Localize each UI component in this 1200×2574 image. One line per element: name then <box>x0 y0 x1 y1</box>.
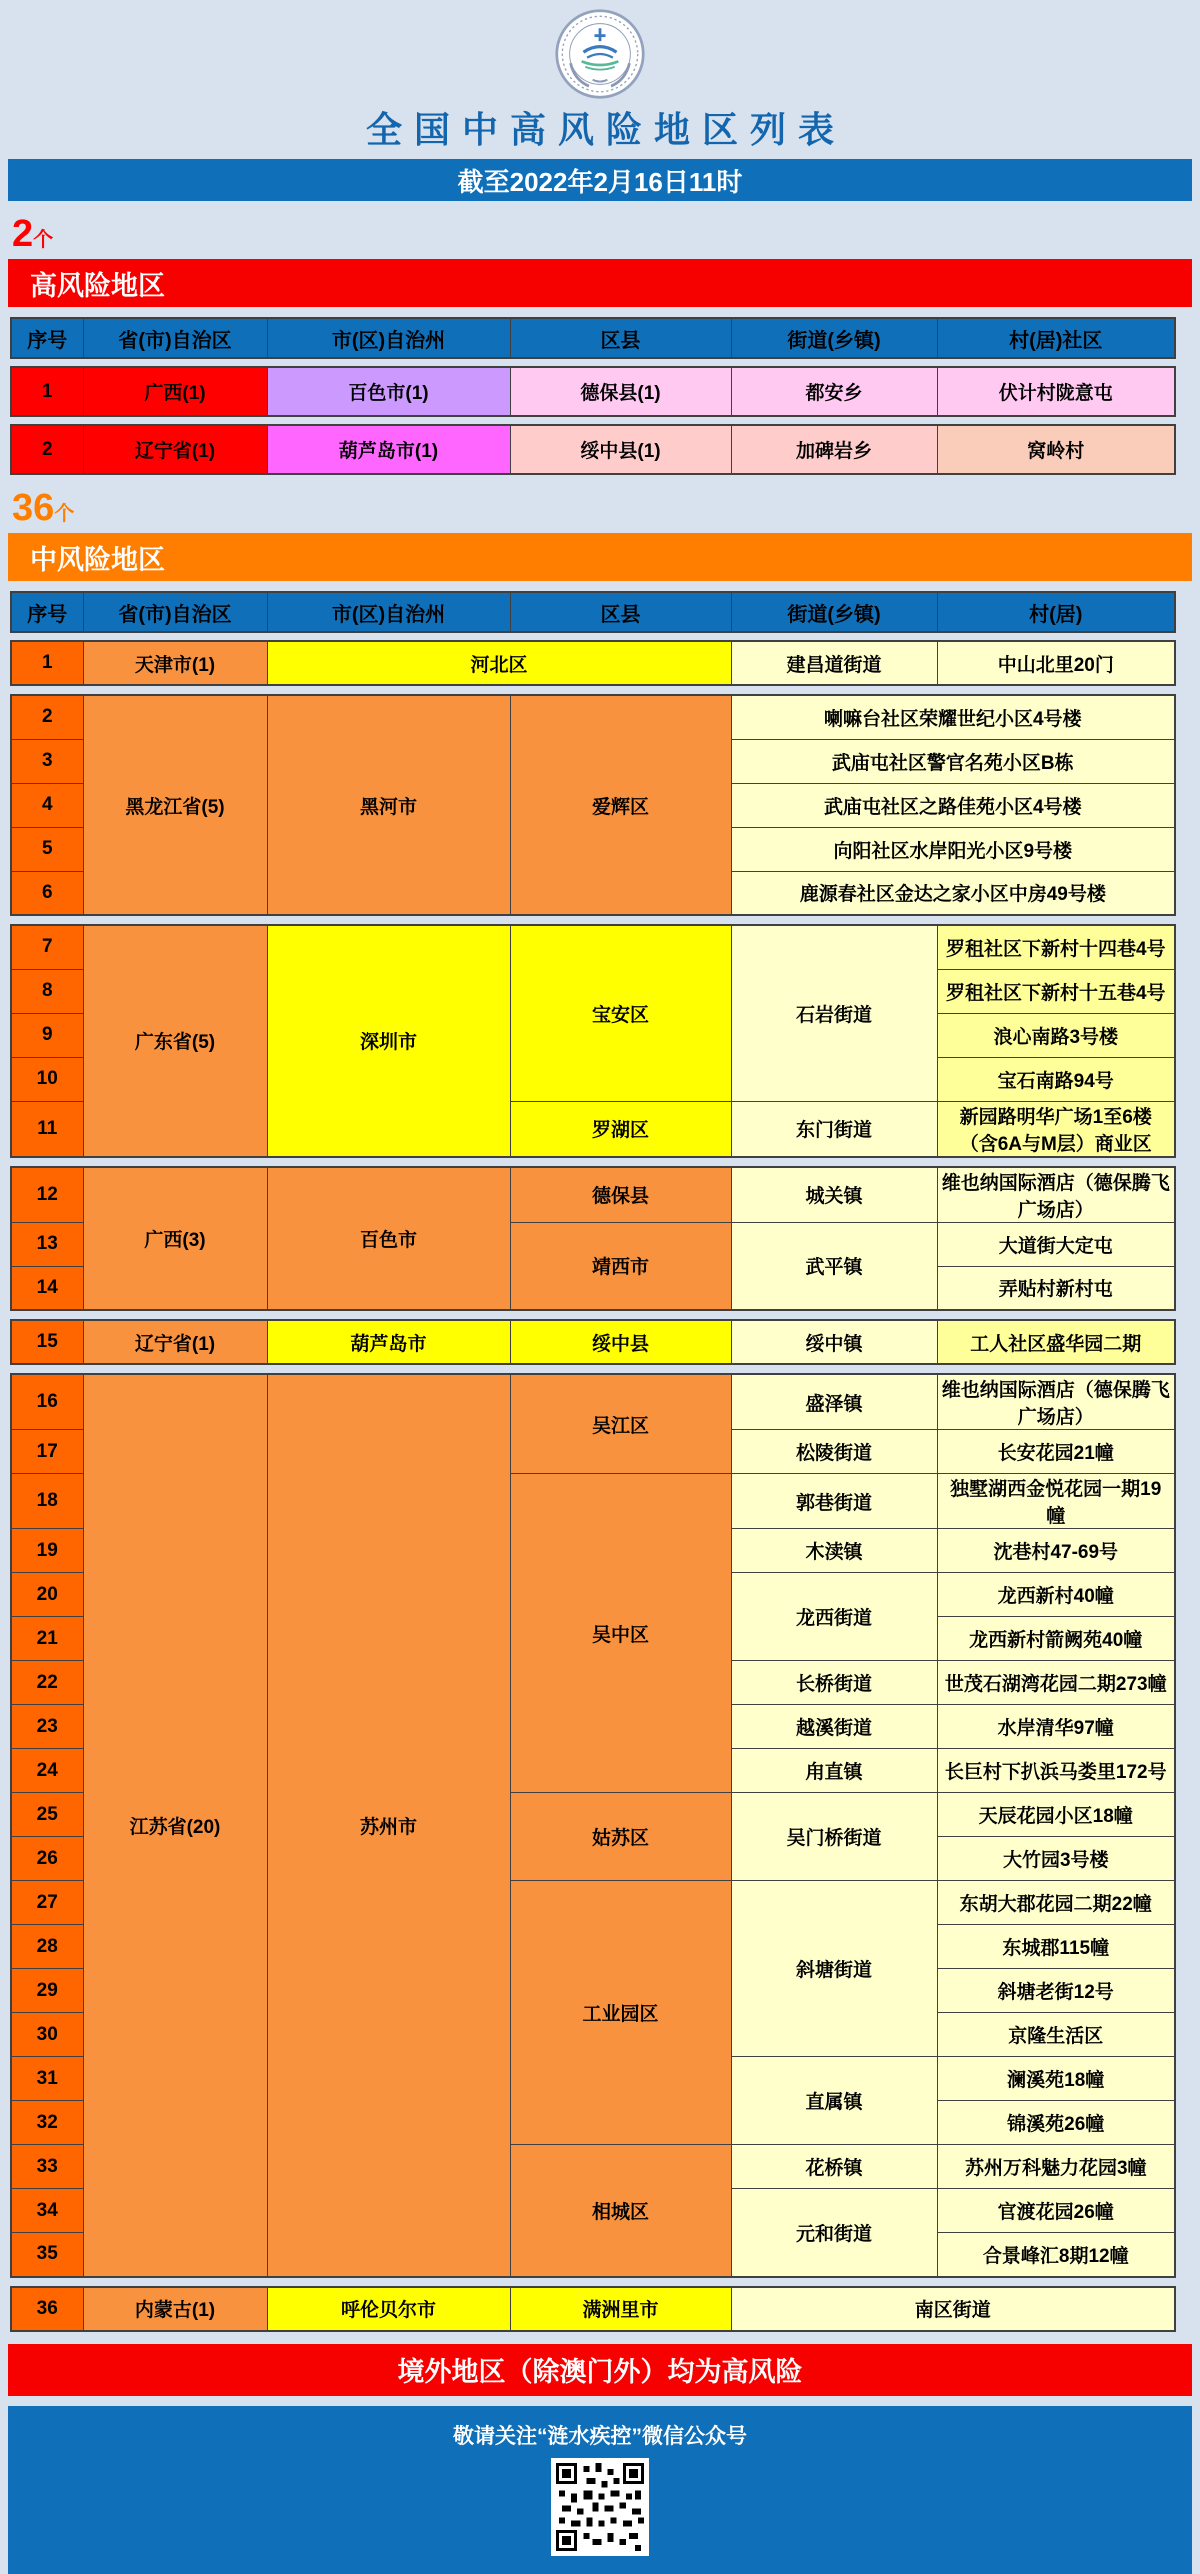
medium-risk-banner: 中风险地区 <box>8 533 1192 581</box>
table-cell: 维也纳国际酒店（德保腾飞广场店） <box>937 1167 1175 1223</box>
table-block <box>10 924 1176 1158</box>
table-cell: 大道街大定屯 <box>937 1222 1175 1266</box>
table-cell: 松陵街道 <box>731 1430 937 1474</box>
table-cell: 吴门桥街道 <box>731 1793 937 1881</box>
as-of-date-bar <box>8 159 1192 201</box>
row-seq: 15 <box>11 1320 83 1364</box>
table-cell: 吴中区 <box>510 1474 731 1793</box>
qr-code <box>551 2458 649 2556</box>
table-cell: 长巨村下扒浜马娄里172号 <box>937 1749 1175 1793</box>
table-cell: 姑苏区 <box>510 1793 731 1881</box>
table-cell: 葫芦岛市 <box>267 1320 510 1364</box>
medium-risk-table <box>10 591 1200 2332</box>
row-seq: 7 <box>11 925 83 969</box>
row-seq: 17 <box>11 1430 83 1474</box>
table-cell: 东城郡115幢 <box>937 1925 1175 1969</box>
table-cell: 伏计村陇意屯 <box>937 367 1175 416</box>
table-cell: 越溪街道 <box>731 1705 937 1749</box>
table-cell: 建昌道街道 <box>731 641 937 685</box>
table-cell: 呼伦贝尔市 <box>267 2287 510 2331</box>
table-cell: 斜塘老街12号 <box>937 1969 1175 2013</box>
table-cell: 龙西新村箭阙苑40幢 <box>937 1617 1175 1661</box>
table-cell: 百色市 <box>267 1167 510 1311</box>
row-seq: 34 <box>11 2189 83 2233</box>
table-block <box>10 694 1176 916</box>
table-cell: 中山北里20门 <box>937 641 1175 685</box>
high-risk-table <box>10 317 1200 475</box>
medium-risk-count: 36个 <box>12 487 75 529</box>
table-cell: 独墅湖西金悦花园一期19幢 <box>937 1474 1175 1529</box>
row-seq: 9 <box>11 1013 83 1057</box>
table-cell: 深圳市 <box>267 925 510 1157</box>
table-cell: 辽宁省(1) <box>83 1320 267 1364</box>
table-cell: 宝石南路94号 <box>937 1057 1175 1101</box>
row-seq: 8 <box>11 969 83 1013</box>
table-cell: 龙西街道 <box>731 1573 937 1661</box>
row-seq: 16 <box>11 1374 83 1430</box>
table-cell: 锦溪苑26幢 <box>937 2101 1175 2145</box>
row-seq: 18 <box>11 1474 83 1529</box>
column-header: 街道(乡镇) <box>731 592 937 632</box>
table-cell: 辽宁省(1) <box>83 425 267 474</box>
table-cell: 维也纳国际酒店（德保腾飞广场店） <box>937 1374 1175 1430</box>
row-seq: 23 <box>11 1705 83 1749</box>
logo-wrap <box>0 0 1200 100</box>
row-seq: 31 <box>11 2057 83 2101</box>
table-cell: 武平镇 <box>731 1222 937 1310</box>
table-row <box>11 367 1175 416</box>
table-cell: 广西(1) <box>83 367 267 416</box>
table-cell: 长安花园21幢 <box>937 1430 1175 1474</box>
table-block <box>10 366 1176 417</box>
row-seq: 14 <box>11 1266 83 1310</box>
table-cell: 世茂石湖湾花园二期273幢 <box>937 1661 1175 1705</box>
column-header: 序号 <box>11 592 83 632</box>
column-header: 序号 <box>11 318 83 358</box>
table-cell: 吴江区 <box>510 1374 731 1474</box>
table-cell: 宝安区 <box>510 925 731 1101</box>
table-cell: 南区街道 <box>731 2287 1175 2331</box>
row-seq: 4 <box>11 783 83 827</box>
table-cell: 绥中镇 <box>731 1320 937 1364</box>
table-cell: 广西(3) <box>83 1167 267 1311</box>
table-cell: 向阳社区水岸阳光小区9号楼 <box>731 827 1175 871</box>
high-risk-banner: 高风险地区 <box>8 259 1192 307</box>
row-seq: 5 <box>11 827 83 871</box>
table-cell: 苏州市 <box>267 1374 510 2277</box>
table-block <box>10 640 1176 686</box>
column-header: 区县 <box>510 592 731 632</box>
row-seq: 3 <box>11 739 83 783</box>
table-cell: 都安乡 <box>731 367 937 416</box>
column-header: 区县 <box>510 318 731 358</box>
table-cell: 弄贴村新村屯 <box>937 1266 1175 1310</box>
table-cell: 元和街道 <box>731 2189 937 2277</box>
cdc-seal-logo <box>554 8 646 100</box>
table-cell: 靖西市 <box>510 1222 731 1310</box>
table-cell: 官渡花园26幢 <box>937 2189 1175 2233</box>
table-cell: 天津市(1) <box>83 641 267 685</box>
table-cell: 喇嘛台社区荣耀世纪小区4号楼 <box>731 695 1175 739</box>
footer <box>8 2406 1192 2574</box>
table-row <box>11 1374 1175 1430</box>
table-cell: 百色市(1) <box>267 367 510 416</box>
column-header: 村(居) <box>937 592 1175 632</box>
table-block <box>10 1166 1176 1312</box>
column-header: 市(区)自治州 <box>267 318 510 358</box>
row-seq: 25 <box>11 1793 83 1837</box>
row-seq: 32 <box>11 2101 83 2145</box>
row-seq: 6 <box>11 871 83 915</box>
row-seq: 11 <box>11 1101 83 1157</box>
table-row <box>11 1320 1175 1364</box>
row-seq: 36 <box>11 2287 83 2331</box>
table-cell: 内蒙古(1) <box>83 2287 267 2331</box>
row-seq: 2 <box>11 425 83 474</box>
page-title: 全国中高风险地区列表 <box>365 109 846 150</box>
table-cell: 长桥街道 <box>731 1661 937 1705</box>
column-header: 省(市)自治区 <box>83 592 267 632</box>
high-risk-rows <box>10 366 1200 475</box>
row-seq: 10 <box>11 1057 83 1101</box>
table-cell: 德保县(1) <box>510 367 731 416</box>
row-seq: 2 <box>11 695 83 739</box>
table-cell: 河北区 <box>267 641 731 685</box>
row-seq: 21 <box>11 1617 83 1661</box>
table-cell: 水岸清华97幢 <box>937 1705 1175 1749</box>
row-seq: 12 <box>11 1167 83 1223</box>
row-seq: 33 <box>11 2145 83 2189</box>
table-cell: 爱辉区 <box>510 695 731 915</box>
table-cell: 沈巷村47-69号 <box>937 1529 1175 1573</box>
table-cell: 江苏省(20) <box>83 1374 267 2277</box>
table-cell: 龙西新村40幢 <box>937 1573 1175 1617</box>
column-header: 市(区)自治州 <box>267 592 510 632</box>
table-cell: 斜塘街道 <box>731 1881 937 2057</box>
table-cell: 黑龙江省(5) <box>83 695 267 915</box>
table-cell: 黑河市 <box>267 695 510 915</box>
table-cell: 东门街道 <box>731 1101 937 1157</box>
table-cell: 直属镇 <box>731 2057 937 2145</box>
table-cell: 德保县 <box>510 1167 731 1223</box>
table-block <box>10 1319 1176 1365</box>
row-seq: 1 <box>11 641 83 685</box>
table-cell: 鹿源春社区金达之家小区中房49号楼 <box>731 871 1175 915</box>
table-cell: 东胡大郡花园二期22幢 <box>937 1881 1175 1925</box>
row-seq: 28 <box>11 1925 83 1969</box>
overseas-risk-banner: 境外地区（除澳门外）均为高风险 <box>8 2344 1192 2396</box>
table-cell: 罗湖区 <box>510 1101 731 1157</box>
row-seq: 1 <box>11 367 83 416</box>
row-seq: 29 <box>11 1969 83 2013</box>
table-row <box>11 925 1175 969</box>
table-cell: 木渎镇 <box>731 1529 937 1573</box>
table-cell: 甪直镇 <box>731 1749 937 1793</box>
table-cell: 苏州万科魅力花园3幢 <box>937 2145 1175 2189</box>
table-cell: 葫芦岛市(1) <box>267 425 510 474</box>
table-cell: 工业园区 <box>510 1881 731 2145</box>
column-header: 村(居)社区 <box>937 318 1175 358</box>
table-cell: 浪心南路3号楼 <box>937 1013 1175 1057</box>
row-seq: 19 <box>11 1529 83 1573</box>
table-cell: 花桥镇 <box>731 2145 937 2189</box>
row-seq: 24 <box>11 1749 83 1793</box>
footer-note: 敬请关注“涟水疾控”微信公众号 <box>453 2424 747 2448</box>
table-row <box>11 641 1175 685</box>
table-cell: 大竹园3号楼 <box>937 1837 1175 1881</box>
row-seq: 20 <box>11 1573 83 1617</box>
row-seq: 26 <box>11 1837 83 1881</box>
table-cell: 石岩街道 <box>731 925 937 1101</box>
table-cell: 城关镇 <box>731 1167 937 1223</box>
table-cell: 绥中县(1) <box>510 425 731 474</box>
table-row <box>11 1167 1175 1223</box>
medium-risk-rows <box>10 640 1200 2332</box>
table-block <box>10 2286 1176 2332</box>
row-seq: 30 <box>11 2013 83 2057</box>
qr-code-image <box>556 2463 644 2551</box>
column-header: 省(市)自治区 <box>83 318 267 358</box>
table-cell: 加碑岩乡 <box>731 425 937 474</box>
table-cell: 武庙屯社区警官名苑小区B栋 <box>731 739 1175 783</box>
row-seq: 13 <box>11 1222 83 1266</box>
table-cell: 郭巷街道 <box>731 1474 937 1529</box>
table-cell: 武庙屯社区之路佳苑小区4号楼 <box>731 783 1175 827</box>
table-cell: 澜溪苑18幢 <box>937 2057 1175 2101</box>
table-row <box>11 425 1175 474</box>
table-block <box>10 1373 1176 2278</box>
table-block <box>10 424 1176 475</box>
column-header: 街道(乡镇) <box>731 318 937 358</box>
table-header-row <box>10 591 1176 633</box>
table-cell: 京隆生活区 <box>937 2013 1175 2057</box>
row-seq: 35 <box>11 2233 83 2277</box>
row-seq: 22 <box>11 1661 83 1705</box>
table-cell: 满洲里市 <box>510 2287 731 2331</box>
table-row <box>11 695 1175 739</box>
row-seq: 27 <box>11 1881 83 1925</box>
table-cell: 盛泽镇 <box>731 1374 937 1430</box>
table-cell: 绥中县 <box>510 1320 731 1364</box>
as-of-date: 截至2022年2月16日11时 <box>457 166 743 197</box>
table-cell: 罗租社区下新村十四巷4号 <box>937 925 1175 969</box>
table-row <box>11 2287 1175 2331</box>
table-cell: 天辰花园小区18幢 <box>937 1793 1175 1837</box>
table-cell: 罗租社区下新村十五巷4号 <box>937 969 1175 1013</box>
table-cell: 广东省(5) <box>83 925 267 1157</box>
table-header-row <box>10 317 1176 359</box>
table-cell: 工人社区盛华园二期 <box>937 1320 1175 1364</box>
table-cell: 合景峰汇8期12幢 <box>937 2233 1175 2277</box>
table-cell: 窝岭村 <box>937 425 1175 474</box>
table-cell: 相城区 <box>510 2145 731 2277</box>
high-risk-count: 2个 <box>12 213 54 255</box>
table-cell: 新园路明华广场1至6楼（含6A与M层）商业区 <box>937 1101 1175 1157</box>
